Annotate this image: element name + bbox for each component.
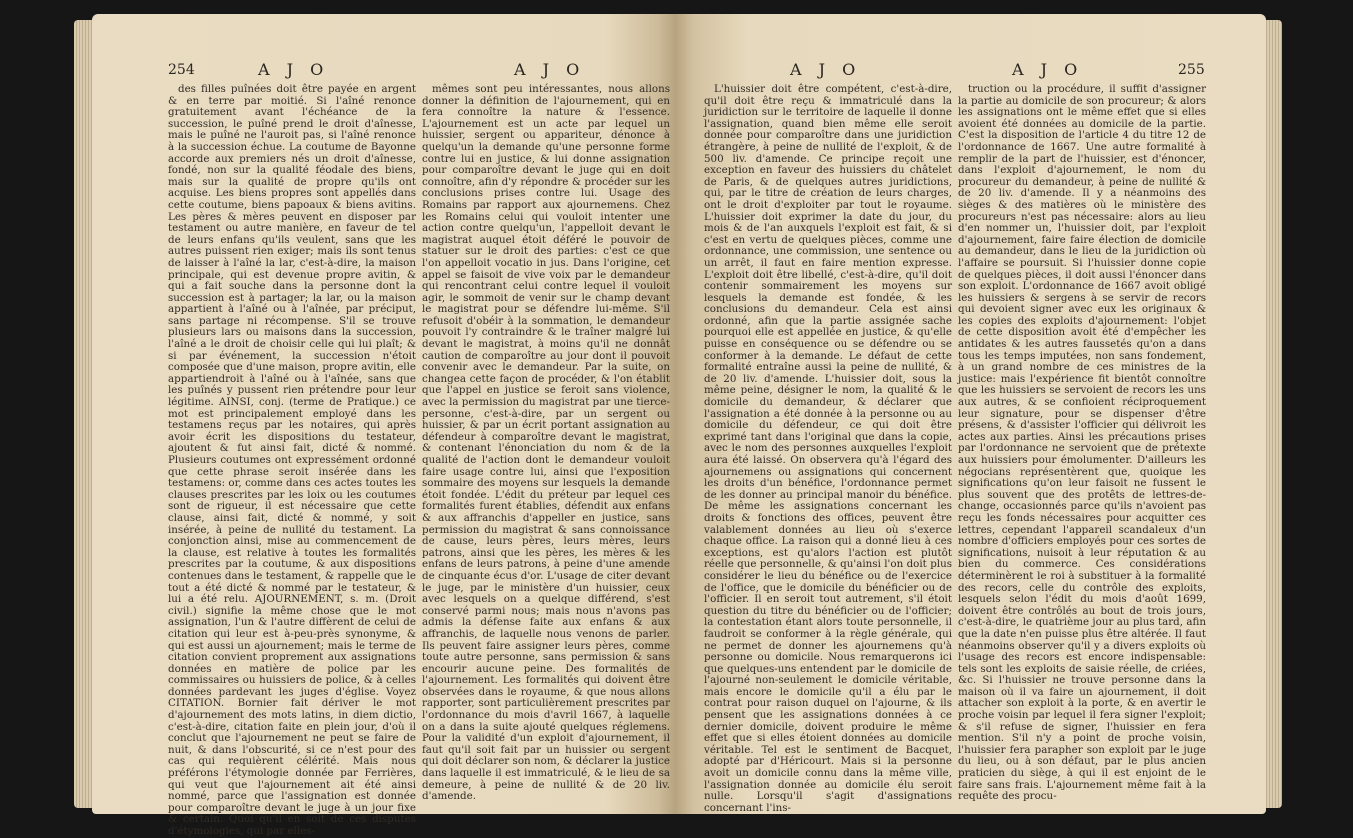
right-column-1-text: L'huissier doit être compétent, c'est-à-dire, qu'il doit être reçu & immatriculé dans la juridiction sur le territoire de laquelle il donne l'assignation, quand bien même elle seroit donnée pour comparoître dans une juridiction étrangère, à peine de nullité de l'exploit, & de 500 liv. d'amende. Ce principe reçoit une exception en faveur des huissiers du châtelet de Paris, & de quelques autres juridictions, qui, par le titre de création de leurs charges, ont le droit d'exploiter par tout le royaume. L'huissier doit exprimer la date du jour, du mois & de l'an auxquels l'exploit est fait, & si c'est en vertu de quelques pièces, comme une ordonnance, une commission, une sentence ou un arrêt, il faut en faire mention expresse. L'exploit doit être libellé, c'est-à-dire, qu'il doit contenir sommairement les moyens sur lesquels la demande est fondée, & les conclusions du demandeur. Cela est ainsi ordonné, afin que la partie assignée sache pourquoi elle est appellée en justice, & qu'elle puisse en conséquence ou se défendre ou se conformer à la demande. Le défaut de cette formalité entraîne aussi la peine de nullité, & de 20 liv. d'amende. L'huissier doit, sous la même peine, désigner le nom, la qualité & le domicile du demandeur, & déclarer que l'assignation a été donnée à la personne ou au domicile du défendeur, ce qui doit être exprimé tant dans l'original que dans la copie, avec le nom des personnes auxquelles l'exploit aura été laissé. On observera qu'à l'égard des ajournemens ou assignations qui concernent les droits d'un bénéfice, l'ordonnance permet de les donner au principal manoir du bénéfice. De même les assignations concernant les droits & fonctions des offices, peuvent être valablement données au lieu où s'exerce chaque office. La raison qui a donné lieu à ces exceptions, est qu'alors l'action est plutôt réelle que personnelle, & qu'ainsi l'on doit plus considérer le lieu du bénéfice ou de l'exercice de l'office, que le domicile du bénéficier ou de l'officier. Il en seroit tout autrement, s'il étoit question du titre du bénéficier ou de l'officier; la contestation étant alors toute personnelle, il faudroit se conformer à la règle générale, qui ne permet de donner les ajournemens qu'à personne ou domicile. Nous remarquerons ici que quelques-uns entendent par le domicile de l'ajourné non-seulement le domicile véritable, mais encore le domicile qu'il a élu par le contrat pour raison duquel on l'ajourne, & ils pensent que les assignations données à ce dernier domicile, doivent produire le même effet que si elles étoient données au domicile véritable. Tel est le sentiment de Bacquet, adopté par d'Héricourt. Mais si la personne avoit un domicile connu dans la même ville, l'assignation donnée au domicile élu seroit nulle. Lorsqu'il s'agit d'assignations concernant l'ins- [704,83,952,814]
right-page-number: 255 [1178,62,1205,78]
left-column-1-text: des filles puînées doit être payée en argent & en terre par moitié. Si l'aîné renonce gratuitement avant l'échéance de la succession, le puîné prend le droit d'aînesse, mais le puîné ne l'auroit pas, si l'aîné renonce à la succession échue. La coutume de Bayonne accorde aux premiers nés un droit d'aînesse, fondé, non sur la qualité féodale des biens, mais sur la qualité de propre qu'ils ont acquise. Les biens propres sont appellés dans cette coutume, biens papoaux & biens avitins. Les pères & mères peuvent en disposer par testament ou autre manière, en faveur de tel de leurs enfans qu'ils veulent, sans que les autres puissent rien exiger; mais ils sont tenus de laisser à l'aîné la lar, c'est-à-dire, la maison principale, qui est devenue propre avitin, & qui a fait souche dans la personne dont la succession est à partager; la lar, ou la maison appartient à l'aîné ou à l'aînée, par préciput, sans partage ni récompense. S'il se trouve plusieurs lars ou maisons dans la succession, l'aîné a le droit de choisir celle qui lui plaît; & si par événement, la succession n'étoit composée que d'une maison, propre avitin, elle appartiendroit à l'aîné ou à l'aînée, sans que les puînés y pussent rien prétendre pour leur légitime. AINSI, conj. (terme de Pratique.) ce mot est principalement employé dans les testamens reçus par les notaires, qui après avoir écrit les dispositions du testateur, ajoutent & fut ainsi fait, dicté & nommé. Plusieurs coutumes ont expressément ordonné que cette phrase seroit insérée dans les testamens: or, comme dans ces actes toutes les clauses prescrites par les loix ou les coutumes sont de rigueur, il est nécessaire que cette clause, ainsi fait, dicté & nommé, y soit insérée, à peine de nullité du testament. La conjonction ainsi, mise au commencement de la clause, est relative à toutes les formalités prescrites par la coutume, & aux dispositions contenues dans le testament, & rappelle que le tout a été dicté & nommé par le testateur, & lui a été relu. AJOURNEMENT, s. m. (Droit civil.) signifie la même chose que le mot assignation, l'un & l'autre diffèrent de celui de citation qui leur est à-peu-près synonyme, & qui est aussi un ajournement; mais le terme de citation convient proprement aux assignations données en matière de police par les commissaires ou huissiers de police, & à celles données pardevant les juges d'église. Voyez CITATION. Bornier fait dériver le mot d'ajournement des mots latins, in diem dictio, c'est-à-dire, citation faite en plein jour, d'où il conclut que l'ajournement ne peut se faire de nuit, & dans l'obscurité, si ce n'est pour des cas qui requièrent célérité. Mais nous préférons l'étymologie donnée par Ferrières, qui veut que l'ajournement ait été ainsi nommé, parce que l'assignation est donnée pour comparoître devant le juge à un jour fixe & certain. Quoi qu'il en soit de ces disputes d'étymologies, qui par elles- [168,83,416,837]
right-column-2-text: truction ou la procédure, il suffit d'assigner la partie au domicile de son procureur; & alors les assignations ont le même effet que si elles avoient été données au domicile de la partie. C'est la disposition de l'article 4 du titre 12 de l'ordonnance de 1667. Une autre formalité à remplir de la part de l'huissier, est d'énoncer, dans l'exploit d'ajournement, le nom du procureur du demandeur, à peine de nullité & de 20 liv. d'amende. Il y a néanmoins des sièges & des matières où le ministère des procureurs n'est pas nécessaire: alors au lieu d'en nommer un, l'huissier doit, par l'exploit d'ajournement, faire faire élection de domicile au demandeur, dans le lieu de la juridiction où l'affaire se poursuit. Si l'huissier donne copie de quelques pièces, il doit aussi l'énoncer dans son exploit. L'ordonnance de 1667 avoit obligé les huissiers & sergens à se servir de recors qui devoient signer avec eux les originaux & les copies des exploits d'ajournement: l'objet de cette disposition avoit été d'empêcher les antidates & les autres faussetés qu'on a dans tous les temps imputées, non sans fondement, à un grand nombre de ces ministres de la justice: mais l'expérience fit bientôt connoître que les huissiers se servoient de recors les uns aux autres, & se confioient réciproquement leur signature, pour se dispenser d'être présens, & d'assister l'officier qui délivroit les actes aux parties. Ainsi les précautions prises par l'ordonnance ne servoient que de prétexte aux huissiers pour émolumenter. D'ailleurs les négocians représentèrent que, quoique les significations qu'on leur faisoit ne fussent le plus souvent que des protêts de lettres-de-change, occasionnés parce qu'ils n'avoient pas reçu les fonds nécessaires pour acquitter ces lettres, cependant l'appareil scandaleux d'un nombre d'officiers employés pour ces sortes de significations, nuisoit à leur réputation & au bien du commerce. Ces considérations déterminèrent le roi à substituer à la formalité des recors, celle du contrôle des exploits, lesquels selon l'édit du mois d'août 1699, doivent être contrôlés au bout de trois jours, c'est-à-dire, le quatrième jour au plus tard, afin que la date n'en puisse plus être altérée. Il faut néanmoins observer qu'il y a divers exploits où l'usage des recors est encore indispensable: tels sont les exploits de saisie réelle, de criées, &c. Si l'huissier ne trouve personne dans la maison où il va faire un ajournement, il doit attacher son exploit à la porte, & en avertir le proche voisin par lequel il fera signer l'exploit; & s'il refuse de signer, l'huissier en fera mention. S'il n'y a point de proche voisin, l'huissier fera parapher son exploit par le juge du lieu, ou à son défaut, par le plus ancien praticien du siège, à qui il est enjoint de le faire sans frais. L'ajournement même fait à la requête des procu- [958,83,1206,803]
left-column-2-text: mêmes sont peu intéressantes, nous allons donner la définition de l'ajournement, qui en fera connoître la nature & l'essence. L'ajournement est un acte par lequel un huissier, sergent ou appariteur, dénonce à quelqu'un la demande qu'une personne forme contre lui en justice, & lui donne assignation pour comparoître devant le juge qui en doit connoître, afin d'y répondre & procéder sur les conclusions prises contre lui. Usage des Romains par rapport aux ajournemens. Chez les Romains celui qui vouloit intenter une action contre quelqu'un, l'appelloit devant le magistrat auquel étoit déféré le pouvoir de statuer sur le droit des parties: c'est ce que l'on appelloit vocatio in jus. Dans l'origine, cet appel se faisoit de vive voix par le demandeur qui rencontrant celui contre lequel il vouloit agir, le sommoit de venir sur le champ devant le magistrat pour se défendre lui-même. S'il refusoit d'obéir à la sommation, le demandeur pouvoit l'y contraindre & le traîner malgré lui devant le magistrat, à moins qu'il ne donnât caution de comparoître au jour dont il pouvoit convenir avec le demandeur. Par la suite, on changea cette façon de procéder, & l'on établit que l'appel en justice se feroit sans violence, avec la permission du magistrat par une tierce-personne, c'est-à-dire, par un sergent ou huissier, & par un écrit portant assignation au défendeur à comparoître devant le magistrat, & contenant l'énonciation du nom & de la qualité de l'action dont le demandeur vouloit faire usage contre lui, ainsi que l'exposition sommaire des moyens sur lesquels la demande étoit fondée. L'édit du préteur par lequel ces formalités furent établies, défendit aux enfans & aux affranchis d'appeller en justice, sans permission du magistrat & sans connoissance de cause, leurs pères, leurs mères, leurs patrons, ainsi que les pères, les mères & les enfans de leurs patrons, à peine d'une amende de cinquante écus d'or. L'usage de citer devant le juge, par le ministère d'un huissier, ceux avec lesquels on a quelque différend, s'est conservé parmi nous; mais nous n'avons pas admis la défense faite aux enfans & aux affranchis, de laquelle nous venons de parler. Ils peuvent faire assigner leurs pères, comme toute autre personne, sans permission & sans encourir aucune peine. Des formalités de l'ajournement. Les formalités qui doivent être observées dans le royaume, & que nous allons rapporter, sont particulièrement prescrites par l'ordonnance du mois d'avril 1667, à laquelle on a dans la suite ajouté quelques réglemens. Pour la validité d'un exploit d'ajournement, il faut qu'il soit fait par un huissier ou sergent qui doit déclarer son nom, & déclarer la justice dans laquelle il est immatriculé, & le lieu de sa demeure, à peine de nullité & de 20 liv. d'amende. [422,83,670,803]
left-page-edges [74,20,94,808]
right-page-column-2 [958,83,1206,803]
left-page-number: 254 [168,62,195,78]
right-page-column-1 [704,83,952,814]
right-page-edges [1264,20,1282,808]
left-page-column-2 [422,83,670,803]
right-running-head-1: A J O [790,60,862,79]
left-running-head-2: A J O [514,60,586,79]
right-running-head-2: A J O [1012,60,1084,79]
left-page-column-1 [168,83,416,837]
left-running-head-1: A J O [258,60,330,79]
